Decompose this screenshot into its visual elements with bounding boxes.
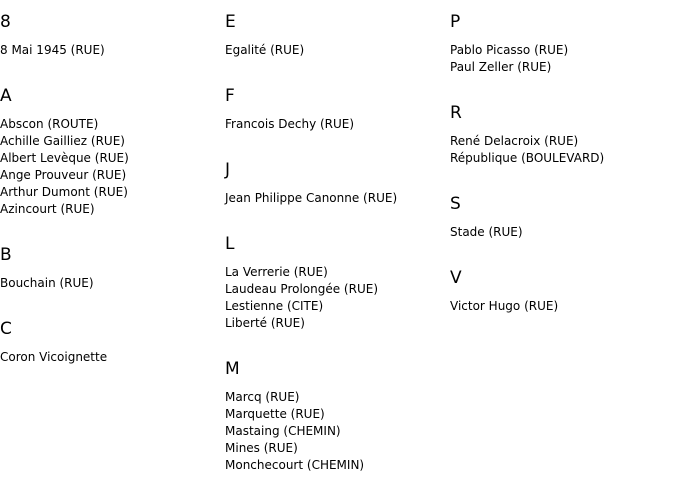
group-spacer [0,366,220,381]
letter-heading: J [225,160,231,180]
letter-group [450,194,670,256]
letter-group [225,160,445,222]
group-spacer [450,76,670,91]
street-column-3 [450,0,670,330]
group-spacer [0,292,220,307]
street-link[interactable]: Jean Philippe Canonne (RUE) [225,191,398,205]
street-link[interactable]: Lestienne (CITE) [225,299,324,313]
group-spacer [450,241,670,256]
group-spacer [450,315,670,330]
street-link[interactable]: Pablo Picasso (RUE) [450,43,569,57]
street-link[interactable]: Monchecourt (CHEMIN) [225,458,365,472]
group-spacer [225,474,445,489]
street-link[interactable]: Egalité (RUE) [225,43,305,57]
group-spacer [225,332,445,347]
letter-group [225,86,445,148]
street-link[interactable]: Coron Vicoignette [0,350,108,364]
letter-group [450,268,670,330]
letter-heading: C [0,319,12,339]
street-link[interactable]: Liberté (RUE) [225,316,305,330]
letter-heading: L [225,234,235,254]
letter-heading: S [450,194,461,214]
street-link[interactable]: La Verrerie (RUE) [225,265,328,279]
letter-group [225,234,445,347]
letter-group [225,359,445,489]
letter-heading: F [225,86,235,106]
letter-heading: R [450,103,462,123]
street-link[interactable]: Paul Zeller (RUE) [450,60,552,74]
street-link[interactable]: Azincourt (RUE) [0,202,95,216]
street-link[interactable]: République (BOULEVARD) [450,151,605,165]
letter-heading: E [225,12,236,32]
group-spacer [225,133,445,148]
street-link[interactable]: René Delacroix (RUE) [450,134,579,148]
letter-heading: M [225,359,240,379]
street-link[interactable]: Stade (RUE) [450,225,523,239]
street-column-2 [225,0,445,489]
letter-group [450,103,670,182]
street-link[interactable]: Achille Gailliez (RUE) [0,134,125,148]
street-link[interactable]: Victor Hugo (RUE) [450,299,559,313]
group-spacer [450,167,670,182]
letter-group [225,12,445,74]
letter-group [0,86,220,233]
street-link[interactable]: 8 Mai 1945 (RUE) [0,43,105,57]
letter-heading: V [450,268,462,288]
letter-group [0,319,220,381]
letter-heading: P [450,12,461,32]
group-spacer [225,59,445,74]
street-link[interactable]: Laudeau Prolongée (RUE) [225,282,378,296]
letter-group [450,12,670,91]
street-column-1 [0,0,220,381]
letter-group [0,245,220,307]
street-link[interactable]: Arthur Dumont (RUE) [0,185,128,199]
street-link[interactable]: Ange Prouveur (RUE) [0,168,127,182]
street-link[interactable]: Francois Dechy (RUE) [225,117,355,131]
street-link[interactable]: Marquette (RUE) [225,407,325,421]
group-spacer [0,59,220,74]
street-link[interactable]: Bouchain (RUE) [0,276,94,290]
letter-heading: 8 [0,12,11,32]
letter-heading: A [0,86,12,106]
group-spacer [225,207,445,222]
letter-heading: B [0,245,12,265]
street-link[interactable]: Abscon (ROUTE) [0,117,99,131]
group-spacer [0,218,220,233]
street-link[interactable]: Marcq (RUE) [225,390,300,404]
letter-group [0,12,220,74]
street-link[interactable]: Mines (RUE) [225,441,298,455]
street-link[interactable]: Albert Levèque (RUE) [0,151,129,165]
street-link[interactable]: Mastaing (CHEMIN) [225,424,341,438]
